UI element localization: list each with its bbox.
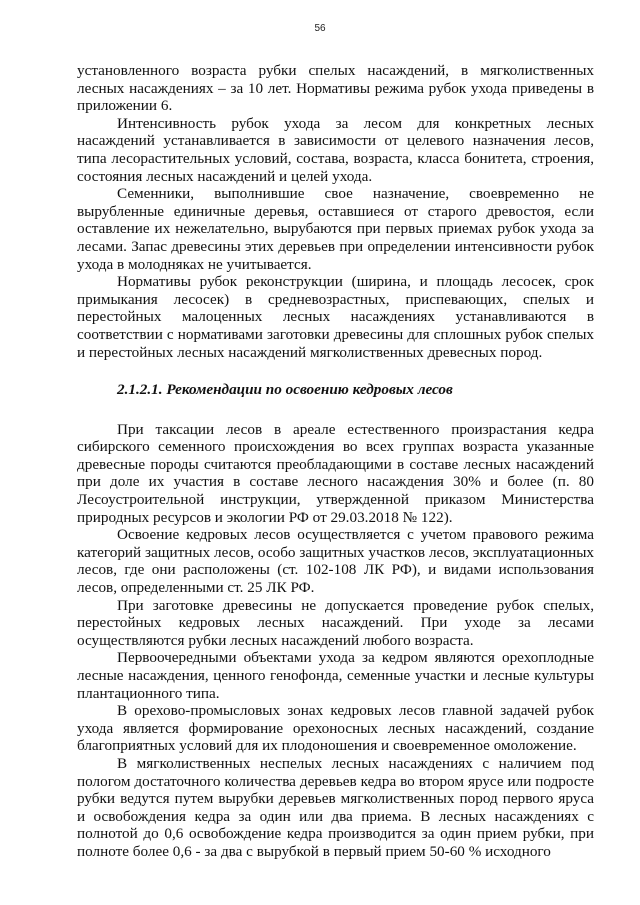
- paragraph-reconstruction-norms: Нормативы рубок реконструкции (ширина, и площадь лесосек, срок примыкания лесосек) в средневозрастных, приспевающих, спелых и перестойных малоценных лесных насаждениях устанавливаются в соответствии с нормативами заготовки древесины для сплошных рубок спелых и перестойных лесных насаждений мягколиственных древесных пород.: [77, 273, 594, 361]
- document-body: [77, 62, 594, 861]
- paragraph-continuation: установленного возраста рубки спелых насаждений, в мягколиственных лесных насаждениях – за 10 лет. Нормативы режима рубок ухода приведены в приложении 6.: [77, 62, 594, 115]
- paragraph-softwood-stands: В мягколиственных неспелых лесных насаждениях с наличием под пологом достаточного количества деревьев кедра во втором ярусе или подросте рубки ведутся путем вырубки деревьев мягколиственных пород первого яруса и освобождения кедра за один или два приема. В лесных насаждениях с полнотой до 0,6 освобождение кедра производится за один прием рубки, при полноте более 0,6 - за два с вырубкой в первый прием 50-60 % исходного: [77, 754, 594, 860]
- paragraph-cedar-taxation: При таксации лесов в ареале естественного произрастания кедра сибирского семенного происхождения во всех группах возраста указанные древесные породы считаются преобладающими в составе лесных насаждений при доле их участия в составе лесного насаждения 30% и более (п. 80 Лесоустроительной инструкции, утвержденной приказом Министерства природных ресурсов и экологии РФ от 29.03.2018 № 122).: [77, 420, 594, 526]
- paragraph-seed-trees: Семенники, выполнившие свое назначение, своевременно не вырубленные единичные деревья, оставшиеся от старого древостоя, если оставление их нежелательно, вырубаются при первых приемах рубок ухода за лесами. Запас древесины этих деревьев при определении интенсивности рубок ухода в молодняках не учитывается.: [77, 185, 594, 273]
- section-heading: 2.1.2.1. Рекомендации по освоению кедровых лесов: [117, 381, 453, 399]
- paragraph-cedar-development: Освоение кедровых лесов осуществляется с учетом правового режима категорий защитных лесов, особо защитных участков лесов, эксплуатационных лесов, где они расположены (ст. 102-108 ЛК РФ), и видами использования лесов, определенными ст. 25 ЛК РФ.: [77, 526, 594, 597]
- paragraph-nut-zones: В орехово-промысловых зонах кедровых лесов главной задачей рубок ухода является формирование орехоносных лесных насаждений, создание благоприятных условий для их плодоношения и своевременное омоложение.: [77, 702, 594, 755]
- paragraph-priority-objects: Первоочередными объектами ухода за кедром являются орехоплодные лесные насаждения, ценного генофонда, семенные участки и лесные культуры плантационного типа.: [77, 649, 594, 702]
- page-number: 56: [314, 23, 326, 34]
- paragraph-thinning-intensity: Интенсивность рубок ухода за лесом для конкретных лесных насаждений устанавливается в зависимости от целевого назначения лесов, типа лесорастительных условий, состава, возраста, класса бонитета, строения, состояния лесных насаждений и целей ухода.: [77, 114, 594, 185]
- paragraph-harvest-restrictions: При заготовке древесины не допускается проведение рубок спелых, перестойных кедровых лесных насаждений. При уходе за лесами осуществляются рубки лесных насаждений любого возраста.: [77, 596, 594, 649]
